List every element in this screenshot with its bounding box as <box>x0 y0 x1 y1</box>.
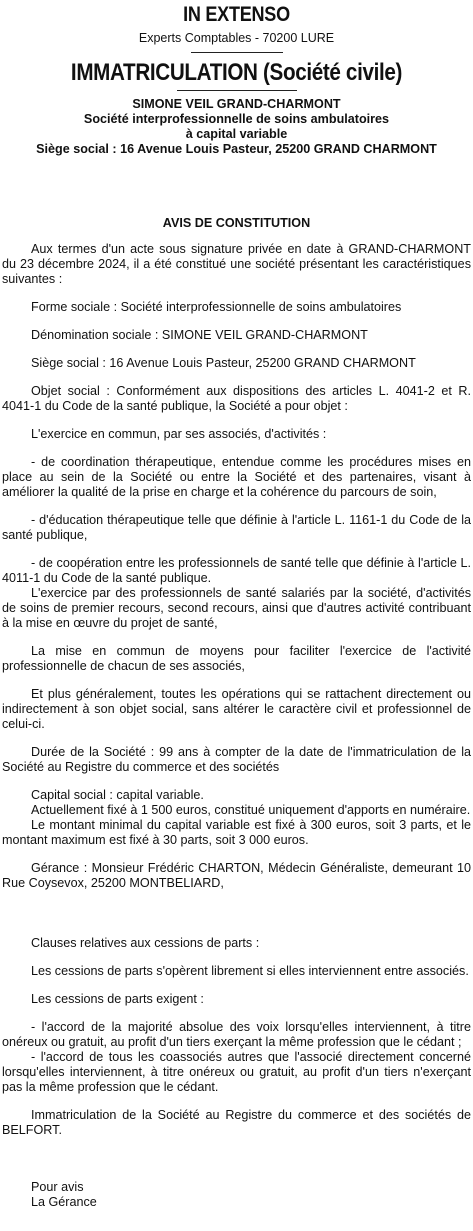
paragraph-free-transfers: Les cessions de parts s'opèrent librement si elles interviennent entre associés. <box>31 964 469 978</box>
company-block <box>2 97 471 157</box>
paragraph-management: Gérance : Monsieur Frédéric CHARTON, Médecin Généraliste, demeurant 10 Rue Coysevox, 25200 MONTBELIARD, <box>2 861 471 890</box>
paragraph-salaried-care: L'exercice par des professionnels de santé salariés par la société, d'activités de soins de premier recours, second recours, ainsi que d'autres activité contribuant à la mise en œuvre du projet de santé, <box>2 586 471 630</box>
signature-block <box>2 1180 471 1210</box>
signature-line-2: La Gérance <box>31 1195 97 1209</box>
agency-subtitle: Experts Comptables - 70200 LURE <box>138 31 335 45</box>
paragraph-registration: Immatriculation de la Société au Registre du commerce et des sociétés de BELFORT. <box>2 1108 471 1137</box>
notice-heading <box>2 59 471 157</box>
agency-name: IN EXTENSO <box>183 3 290 26</box>
paragraph-registered-office: Siège social : 16 Avenue Louis Pasteur, 25200 GRAND CHARMONT <box>31 356 416 370</box>
signature-line-1: Pour avis <box>31 1180 84 1194</box>
notice-title: AVIS DE CONSTITUTION <box>162 216 311 230</box>
agency-header <box>2 3 471 53</box>
title-divider <box>177 90 297 91</box>
company-name: SIMONE VEIL GRAND-CHARMONT <box>132 97 341 111</box>
paragraph-transfer-requirements: Les cessions de parts exigent : <box>31 992 204 1006</box>
paragraph-shared-resources: La mise en commun de moyens pour faciliter l'exercice de l'activité professionnelle de chacun de ses associés, <box>2 644 471 673</box>
paragraph-capital-range: Le montant minimal du capital variable est fixé à 300 euros, soit 3 parts, et le montant maximum est fixé à 30 parts, soit 3 000 euros. <box>2 818 471 847</box>
seat-line: Siège social : 16 Avenue Louis Pasteur, 25200 GRAND CHARMONT <box>36 142 437 156</box>
notice-body <box>2 242 471 1210</box>
paragraph-education: - d'éducation thérapeutique telle que définie à l'article L. 1161-1 du Code de la santé publique, <box>2 513 471 542</box>
header-divider <box>191 52 283 53</box>
paragraph-capital: Capital social : capital variable. <box>31 788 204 802</box>
company-type: Société interprofessionnelle de soins ambulatoires <box>83 112 390 126</box>
capital-line: à capital variable <box>185 127 288 141</box>
paragraph-duration: Durée de la Société : 99 ans à compter de la date de l'immatriculation de la Société au Registre du commerce et des sociétés <box>2 745 471 774</box>
paragraph-transfer-clauses: Clauses relatives aux cessions de parts : <box>31 936 260 950</box>
paragraph-unanimous-approval: - l'accord de tous les coassociés autres que l'associé directement concerné lorsqu'elles interviennent, à titre onéreux ou gratuit, au profit d'un tiers n'exerçant pas la même profession que le cédant. <box>2 1050 471 1094</box>
paragraph-capital-current: Actuellement fixé à 1 500 euros, constitué uniquement d'apports en numéraire. <box>31 803 471 817</box>
paragraph-intro: Aux termes d'un acte sous signature privée en date à GRAND-CHARMONT du 23 décembre 2024, il a été constitué une société présentant les caractéristiques suivantes : <box>2 242 471 286</box>
paragraph-purpose: Objet social : Conformément aux dispositions des articles L. 4041-2 et R. 4041-1 du Code de la santé publique, la Société a pour objet : <box>2 384 471 413</box>
paragraph-general-operations: Et plus généralement, toutes les opérations qui se rattachent directement ou indirectement à son objet social, sans altérer le caractère civil et professionnel de celui-ci. <box>2 687 471 731</box>
paragraph-legal-form: Forme sociale : Société interprofessionnelle de soins ambulatoires <box>31 300 402 314</box>
paragraph-majority-approval: - l'accord de la majorité absolue des voix lorsqu'elles interviennent, à titre onéreux ou gratuit, au profit d'un tiers exerçant la même profession que le cédant ; <box>2 1020 471 1049</box>
paragraph-activities-intro: L'exercice en commun, par ses associés, d'activités : <box>31 427 327 441</box>
paragraph-coordination: - de coordination thérapeutique, entendue comme les procédures mises en place au sein de la Société ou entre la Société et des partenaires, visant à améliorer la qualité de la prise en charge et la cohérence du parcours de soin, <box>2 455 471 499</box>
paragraph-company-name: Dénomination sociale : SIMONE VEIL GRAND-CHARMONT <box>31 328 368 342</box>
paragraph-cooperation: - de coopération entre les professionnels de santé telle que définie à l'article L. 4011-1 du Code de la santé publique. <box>2 556 471 585</box>
page-title: IMMATRICULATION (Société civile) <box>70 59 403 86</box>
